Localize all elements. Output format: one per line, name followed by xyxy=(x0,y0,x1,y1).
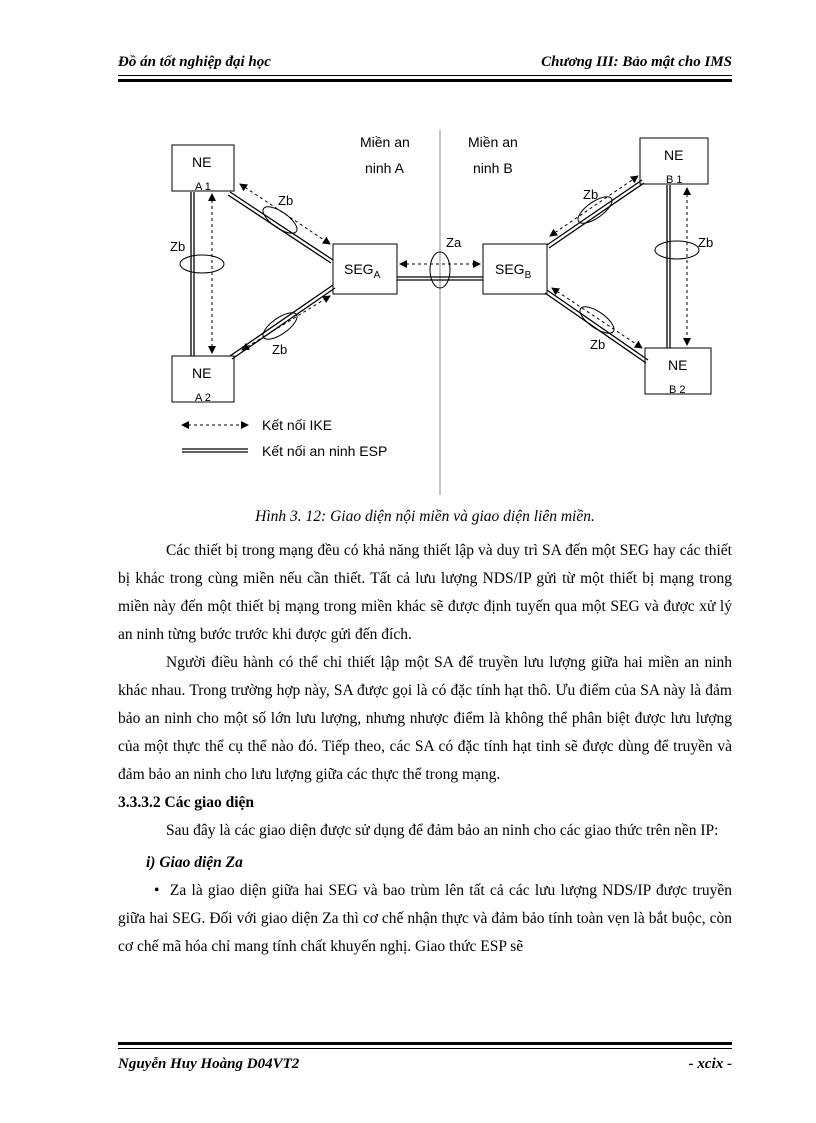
ne-a2-sub: A 2 xyxy=(195,392,211,404)
footer-rule-thick xyxy=(118,1042,732,1045)
page-header xyxy=(118,52,732,74)
paragraph-1: Các thiết bị trong mạng đều có khả năng thiết lập và duy trì SA đến một SEG hay các thiết bị khác trong cùng miền nếu cần thiết. Tất cả lưu lượng NDS/IP gửi từ một thiết bị mạng trong miền này đến một thiết bị mạng trong miền khác sẽ được định tuyến qua một SEG và được xử lý an ninh từng bước trước khi được gửi đến đích. xyxy=(118,542,732,643)
footer-left: Nguyễn Huy Hoàng D04VT2 xyxy=(118,1056,300,1072)
ne-b1-sub: B 1 xyxy=(666,174,683,186)
seg-a-label: $SEG_A$ xyxy=(344,261,381,281)
domain-a-label-2: ninh A xyxy=(365,160,404,176)
za-label: Za xyxy=(446,235,462,250)
ne-b1-label: NE xyxy=(664,147,684,163)
seg-b-label: $SEG_B$ xyxy=(495,261,532,281)
legend-esp-label: Kết nối an ninh ESP xyxy=(262,443,388,459)
bullet-text: Za là giao diện giữa hai SEG và bao trùm lên tất cả các lưu lượng NDS/IP được truyền giữa hai SEG. Đối với giao diện Za thì cơ chế nhận thực và đảm bảo tính toàn vẹn là bắt buộc, còn cơ chế mã hóa chỉ mang tính chất khuyến nghị. Giao thức ESP sẽ xyxy=(118,882,733,955)
body-text xyxy=(118,537,732,961)
header-rule-thick xyxy=(118,79,732,82)
ne-a1-sub: A 1 xyxy=(195,181,211,193)
zb-label-a1: Zb xyxy=(278,193,294,208)
network-diagram xyxy=(150,120,750,500)
ne-b2-sub: B 2 xyxy=(669,384,686,396)
page-footer xyxy=(118,1056,732,1078)
domain-b-label-2: ninh B xyxy=(473,160,513,176)
sub-heading: i) Giao diện Za xyxy=(146,854,243,871)
header-left: Đồ án tốt nghiệp đại học xyxy=(118,54,271,70)
zb-label-a2: Zb xyxy=(272,342,288,357)
legend-ike-label: Kết nối IKE xyxy=(262,417,333,433)
ne-b2-label: NE xyxy=(668,357,688,373)
ne-a2-label: NE xyxy=(192,365,212,381)
domain-a-label-1: Miền an xyxy=(360,134,410,150)
domain-b-label-1: Miền an xyxy=(468,134,518,150)
header-rule-thin xyxy=(118,75,732,76)
bullet-paragraph xyxy=(118,877,732,961)
bullet-icon: • xyxy=(154,882,160,899)
paragraph-2: Người điều hành có thể chỉ thiết lập một SA để truyền lưu lượng giữa hai miền an ninh khác nhau. Trong trường hợp này, SA được gọi là có đặc tính hạt thô. Ưu điểm của SA này là đảm bảo an ninh cho một số lớn lưu lượng, nhưng nhược điểm là không thể phân biệt được lưu lượng của một thực thể cụ thể nào đó. Tiếp theo, các SA có đặc tính hạt tinh sẽ được dùng để truyền và đảm bảo an ninh cho lưu lượng giữa các thực thể trong mạng. xyxy=(118,654,732,783)
footer-rule-thin xyxy=(118,1048,732,1049)
section-heading: 3.3.3.2 Các giao diện xyxy=(118,794,255,811)
zb-label-left: Zb xyxy=(170,239,186,254)
figure-caption: Hình 3. 12: Giao diện nội miền và giao diện liên miền. xyxy=(255,508,595,525)
footer-page-number: - xcix - xyxy=(688,1056,732,1072)
zb-label-b1: Zb xyxy=(583,187,599,202)
header-right: Chương III: Bảo mật cho IMS xyxy=(541,54,732,70)
paragraph-3: Sau đây là các giao diện được sử dụng để đảm bảo an ninh cho các giao thức trên nền IP: xyxy=(166,822,719,839)
ne-a1-label: NE xyxy=(192,154,212,170)
zb-label-b2: Zb xyxy=(590,337,606,352)
zb-label-right: Zb xyxy=(698,235,714,250)
